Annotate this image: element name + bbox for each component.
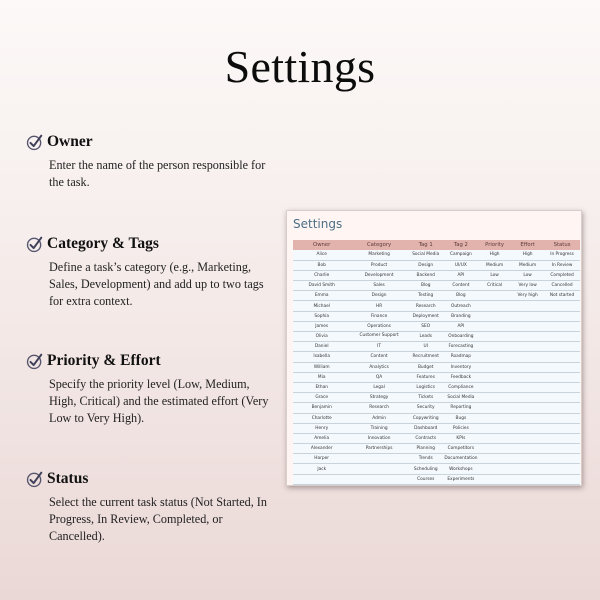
table-header-row — [293, 240, 580, 250]
table-cell[interactable]: API — [444, 321, 478, 331]
table-row — [293, 423, 580, 433]
table-cell[interactable]: Trends — [408, 454, 444, 464]
section-description: Specify the priority level (Low, Medium, High, Critical) and the estimated effort (Very Low to Very High). — [49, 377, 269, 425]
table-cell[interactable] — [478, 372, 511, 382]
table-cell[interactable] — [544, 301, 580, 311]
table-cell[interactable]: Content — [444, 281, 478, 291]
column-header-effort: Effort — [511, 240, 544, 250]
table-row — [293, 444, 580, 454]
table-cell[interactable]: High — [478, 250, 511, 260]
table-row — [293, 332, 580, 342]
table-cell[interactable]: Operations — [350, 321, 407, 331]
table-cell[interactable]: Low — [511, 270, 544, 280]
table-cell[interactable]: Mia — [293, 372, 350, 382]
table-row — [293, 393, 580, 403]
table-cell[interactable] — [511, 423, 544, 433]
table-cell[interactable]: Blog — [408, 281, 444, 291]
section-description: Enter the name of the person responsible for the task. — [49, 158, 266, 189]
table-row — [293, 342, 580, 352]
section-category-tags — [26, 235, 276, 310]
table-row — [293, 270, 580, 280]
table-cell[interactable]: Not started — [544, 291, 580, 301]
table-cell[interactable] — [478, 362, 511, 372]
table-cell[interactable]: Sophia — [293, 311, 350, 321]
table-cell[interactable]: Emma — [293, 291, 350, 301]
table-cell[interactable]: Very high — [511, 291, 544, 301]
table-cell[interactable]: David Smith — [293, 281, 350, 291]
table-cell[interactable]: Grace — [293, 393, 350, 403]
table-cell[interactable]: Recruitment — [408, 352, 444, 362]
table-cell[interactable]: Inventory — [444, 362, 478, 372]
check-circle-icon — [26, 235, 44, 253]
table-cell[interactable]: Experiments — [444, 474, 478, 484]
table-cell[interactable] — [511, 301, 544, 311]
table-cell[interactable]: Courses — [408, 474, 444, 484]
table-cell[interactable]: Development — [350, 270, 407, 280]
table-cell[interactable]: Design — [350, 291, 407, 301]
table-cell[interactable]: Branding — [444, 311, 478, 321]
table-cell[interactable] — [478, 332, 511, 342]
table-cell[interactable]: In Progress — [544, 250, 580, 260]
table-cell[interactable]: Reporting — [444, 403, 478, 413]
table-cell[interactable]: Security — [408, 403, 444, 413]
table-cell[interactable] — [511, 321, 544, 331]
table-cell[interactable]: Design — [408, 260, 444, 270]
column-header-status: Status — [544, 240, 580, 250]
check-circle-icon — [26, 470, 44, 488]
table-cell[interactable]: Customer Support — [350, 332, 407, 342]
table-cell[interactable]: Henry — [293, 423, 350, 433]
table-cell[interactable]: Sales — [350, 281, 407, 291]
column-header-category: Category — [350, 240, 407, 250]
table-row — [293, 403, 580, 413]
table-cell[interactable] — [544, 433, 580, 443]
table-cell[interactable] — [511, 372, 544, 382]
column-header-owner: Owner — [293, 240, 350, 250]
table-cell[interactable] — [544, 311, 580, 321]
table-cell[interactable]: Backend — [408, 270, 444, 280]
table-cell[interactable] — [478, 311, 511, 321]
table-cell[interactable] — [544, 423, 580, 433]
table-cell[interactable]: Jack — [293, 464, 350, 474]
table-cell[interactable] — [511, 362, 544, 372]
table-cell[interactable]: Feedback — [444, 372, 478, 382]
table-cell[interactable]: Features — [408, 372, 444, 382]
table-cell[interactable]: Alice — [293, 250, 350, 260]
section-description: Define a task’s category (e.g., Marketing, Sales, Development) and add up to two tags for extra context. — [49, 260, 264, 308]
table-cell[interactable]: Partnerships — [350, 444, 407, 454]
table-cell[interactable]: Strategy — [350, 393, 407, 403]
table-cell[interactable] — [544, 382, 580, 392]
table-cell[interactable] — [350, 464, 407, 474]
table-cell[interactable] — [478, 321, 511, 331]
table-cell[interactable]: Marketing — [350, 250, 407, 260]
table-cell[interactable] — [544, 321, 580, 331]
table-cell[interactable] — [544, 403, 580, 413]
table-cell[interactable]: Training — [350, 423, 407, 433]
table-cell[interactable] — [511, 413, 544, 423]
card-title: Settings — [293, 217, 343, 231]
table-cell[interactable]: Medium — [511, 260, 544, 270]
table-cell[interactable]: Charlotte — [293, 413, 350, 423]
settings-table-card — [286, 210, 582, 486]
page-title: Settings — [224, 41, 376, 92]
table-row — [293, 372, 580, 382]
table-cell[interactable]: Charlie — [293, 270, 350, 280]
table-cell[interactable]: Onboarding — [444, 332, 478, 342]
table-cell[interactable]: Legal — [350, 382, 407, 392]
section-title: Owner — [47, 133, 93, 150]
table-row — [293, 352, 580, 362]
table-cell[interactable] — [511, 454, 544, 464]
table-cell[interactable] — [478, 474, 511, 484]
table-cell[interactable]: Dashboard — [408, 423, 444, 433]
table-cell[interactable] — [544, 454, 580, 464]
table-cell[interactable]: Isabella — [293, 352, 350, 362]
table-cell[interactable] — [478, 393, 511, 403]
table-cell[interactable] — [478, 423, 511, 433]
table-cell[interactable]: Very low — [511, 281, 544, 291]
table-cell[interactable] — [478, 444, 511, 454]
table-cell[interactable]: Olivia — [293, 332, 350, 342]
table-cell[interactable] — [478, 454, 511, 464]
table-cell[interactable]: QA — [350, 372, 407, 382]
table-cell[interactable]: UI — [408, 342, 444, 352]
table-cell[interactable]: Compliance — [444, 382, 478, 392]
table-row — [293, 454, 580, 464]
table-cell[interactable] — [478, 342, 511, 352]
table-cell[interactable] — [511, 464, 544, 474]
table-cell[interactable]: Critical — [478, 281, 511, 291]
table-cell[interactable]: Content — [350, 352, 407, 362]
table-row — [293, 250, 580, 260]
table-cell[interactable]: Benjamin — [293, 403, 350, 413]
table-row — [293, 301, 580, 311]
table-cell[interactable]: Social Media — [408, 250, 444, 260]
table-cell[interactable] — [511, 433, 544, 443]
table-cell[interactable] — [544, 464, 580, 474]
table-cell[interactable] — [511, 403, 544, 413]
table-cell[interactable] — [544, 413, 580, 423]
table-cell[interactable] — [544, 474, 580, 484]
table-cell[interactable]: Copywriting — [408, 413, 444, 423]
table-cell[interactable]: Deployment — [408, 311, 444, 321]
table-cell[interactable] — [511, 342, 544, 352]
section-status — [26, 470, 276, 545]
table-cell[interactable]: Product — [350, 260, 407, 270]
table-cell[interactable]: Roadmap — [444, 352, 478, 362]
section-priority-effort — [26, 352, 276, 427]
table-cell[interactable]: Amelia — [293, 433, 350, 443]
table-cell[interactable]: Cancelled — [544, 281, 580, 291]
table-cell[interactable] — [293, 474, 350, 484]
table-cell[interactable] — [478, 352, 511, 362]
table-cell[interactable] — [511, 311, 544, 321]
table-cell[interactable] — [478, 413, 511, 423]
table-cell[interactable]: Research — [408, 301, 444, 311]
table-cell[interactable] — [544, 332, 580, 342]
table-cell[interactable]: Budget — [408, 362, 444, 372]
table-cell[interactable]: Admin — [350, 413, 407, 423]
table-cell[interactable]: Scheduling — [408, 464, 444, 474]
table-cell[interactable]: Blog — [444, 291, 478, 301]
table-cell[interactable] — [350, 454, 407, 464]
table-cell[interactable] — [478, 291, 511, 301]
table-cell[interactable]: Tickets — [408, 393, 444, 403]
table-cell[interactable]: Campaign — [444, 250, 478, 260]
table-cell[interactable] — [544, 342, 580, 352]
table-row — [293, 321, 580, 331]
table-cell[interactable]: William — [293, 362, 350, 372]
table-cell[interactable]: KPIs — [444, 433, 478, 443]
table-cell[interactable] — [544, 444, 580, 454]
table-row — [293, 311, 580, 321]
section-description: Select the current task status (Not Started, In Progress, In Review, Completed, or Cancelled). — [49, 495, 267, 543]
table-cell[interactable] — [478, 403, 511, 413]
table-row — [293, 382, 580, 392]
section-title: Priority & Effort — [47, 352, 161, 369]
table-cell[interactable]: Alexander — [293, 444, 350, 454]
table-cell[interactable]: Workshops — [444, 464, 478, 474]
table-cell[interactable]: Innovation — [350, 433, 407, 443]
table-cell[interactable]: Policies — [444, 423, 478, 433]
table-row — [293, 474, 580, 484]
table-cell[interactable] — [544, 393, 580, 403]
table-cell[interactable] — [544, 352, 580, 362]
table-cell[interactable]: Completed — [544, 270, 580, 280]
section-title: Category & Tags — [47, 235, 159, 252]
check-circle-icon — [26, 133, 44, 151]
table-cell[interactable] — [511, 382, 544, 392]
table-cell[interactable] — [511, 352, 544, 362]
check-circle-icon — [26, 352, 44, 370]
column-header-priority: Priority — [478, 240, 511, 250]
table-row — [293, 281, 580, 291]
table-cell[interactable]: Social Media — [444, 393, 478, 403]
table-cell[interactable]: Bob — [293, 260, 350, 270]
table-cell[interactable]: Forecasting — [444, 342, 478, 352]
table-cell[interactable] — [511, 474, 544, 484]
column-header-tag-2: Tag 2 — [444, 240, 478, 250]
table-cell[interactable]: Ethan — [293, 382, 350, 392]
table-cell[interactable]: Testing — [408, 291, 444, 301]
table-cell[interactable] — [350, 474, 407, 484]
table-row — [293, 433, 580, 443]
table-row — [293, 291, 580, 301]
table-cell[interactable]: Daniel — [293, 342, 350, 352]
table-cell[interactable]: Michael — [293, 301, 350, 311]
table-cell[interactable]: UI/UX — [444, 260, 478, 270]
table-cell[interactable]: Finance — [350, 311, 407, 321]
table-row — [293, 362, 580, 372]
table-cell[interactable] — [544, 362, 580, 372]
table-row — [293, 413, 580, 423]
table-cell[interactable] — [478, 433, 511, 443]
table-cell[interactable]: Outreach — [444, 301, 478, 311]
column-header-tag-1: Tag 1 — [408, 240, 444, 250]
section-owner — [26, 133, 276, 191]
table-row — [293, 464, 580, 474]
table-cell[interactable]: Research — [350, 403, 407, 413]
table-cell[interactable]: Analytics — [350, 362, 407, 372]
table-cell[interactable]: Harper — [293, 454, 350, 464]
table-cell[interactable]: SEO — [408, 321, 444, 331]
table-cell[interactable] — [511, 332, 544, 342]
table-cell[interactable]: Planning — [408, 444, 444, 454]
table-cell[interactable] — [544, 372, 580, 382]
table-cell[interactable] — [511, 393, 544, 403]
table-cell[interactable]: HR — [350, 301, 407, 311]
table-cell[interactable]: Contracts — [408, 433, 444, 443]
table-cell[interactable]: API — [444, 270, 478, 280]
table-cell[interactable]: Logistics — [408, 382, 444, 392]
table-cell[interactable] — [478, 382, 511, 392]
table-cell[interactable] — [511, 444, 544, 454]
settings-table — [293, 240, 580, 485]
table-cell[interactable]: Low — [478, 270, 511, 280]
table-row — [293, 260, 580, 270]
table-cell[interactable]: James — [293, 321, 350, 331]
table-cell[interactable]: Bugs — [444, 413, 478, 423]
section-title: Status — [47, 470, 89, 487]
table-cell[interactable]: High — [511, 250, 544, 260]
table-cell[interactable]: Medium — [478, 260, 511, 270]
table-cell[interactable] — [478, 464, 511, 474]
table-cell[interactable]: In Review — [544, 260, 580, 270]
table-cell[interactable]: IT — [350, 342, 407, 352]
table-cell[interactable]: Leads — [408, 332, 444, 342]
table-cell[interactable]: Documentation — [444, 454, 478, 464]
table-cell[interactable] — [478, 301, 511, 311]
table-cell[interactable]: Competitors — [444, 444, 478, 454]
